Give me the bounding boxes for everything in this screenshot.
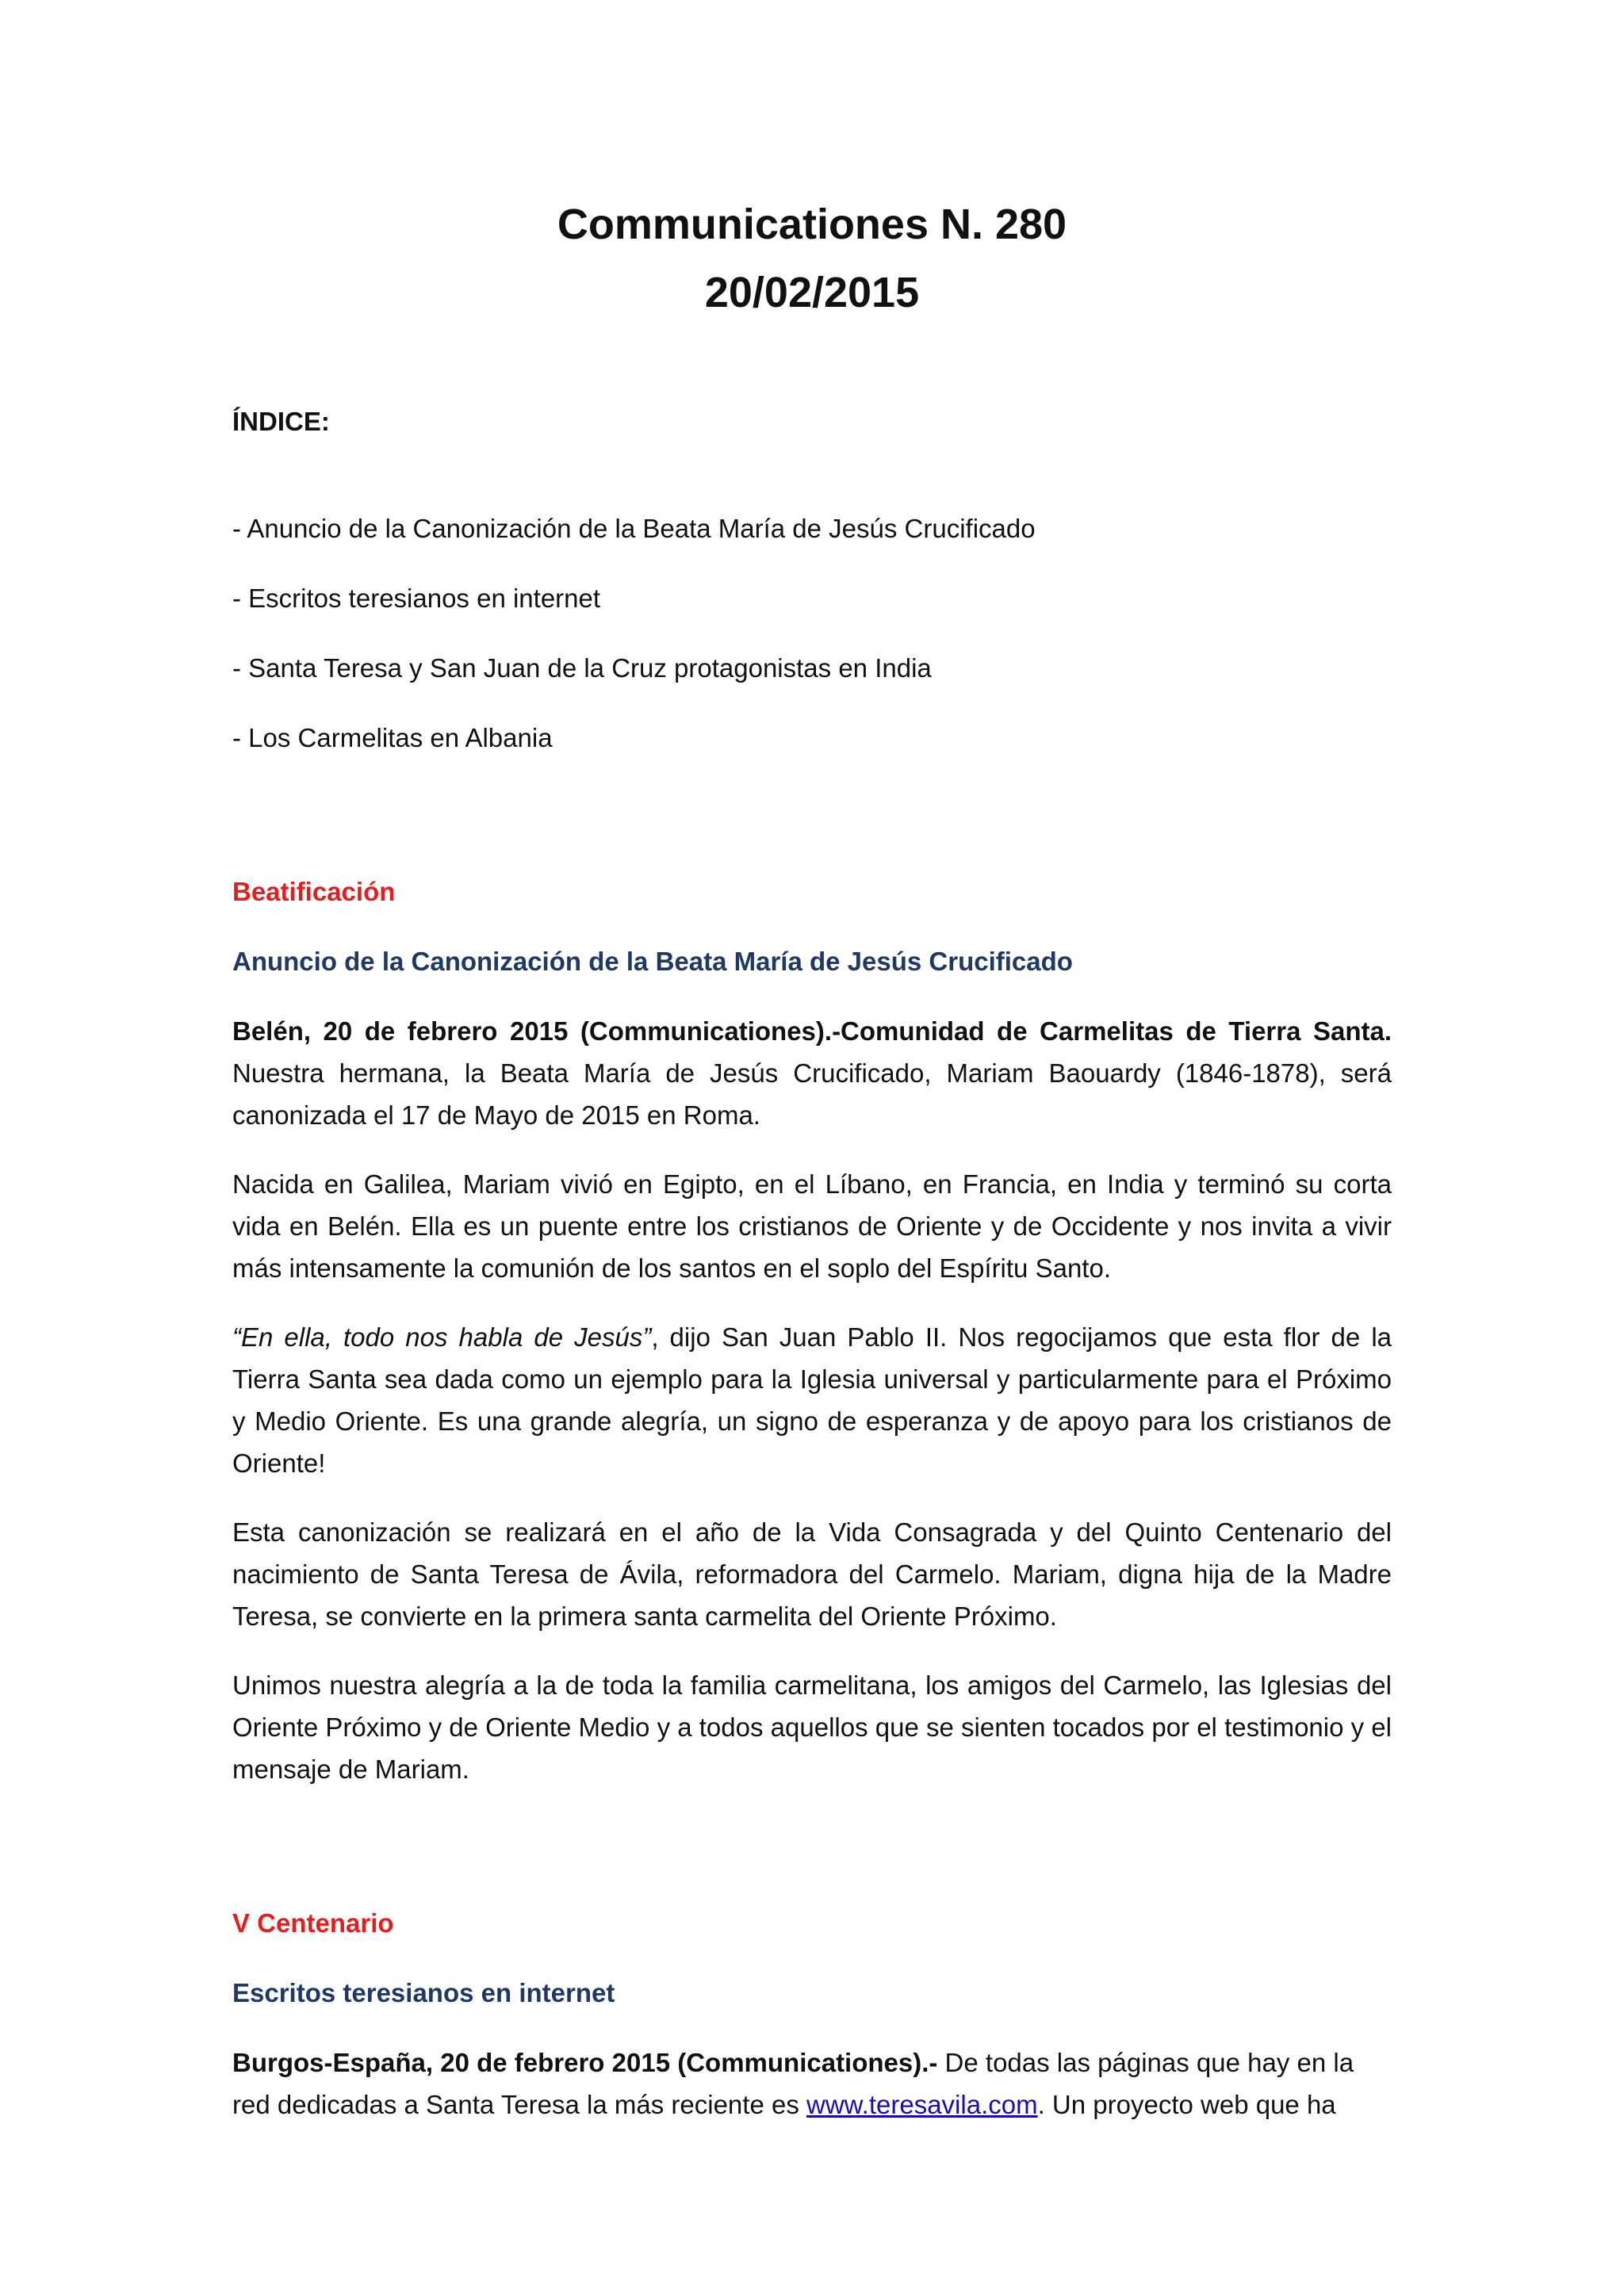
- index-item: - Los Carmelitas en Albania: [232, 723, 553, 752]
- document-title: [0, 190, 1624, 327]
- article1-paragraph-3: [232, 1316, 1392, 1484]
- document-body: [232, 400, 1392, 2152]
- article-title-escritos: Escritos teresianos en internet: [232, 1978, 615, 2007]
- section-label-v-centenario: V Centenario: [232, 1908, 394, 1938]
- index-item: - Santa Teresa y San Juan de la Cruz protagonistas en India: [232, 653, 932, 683]
- title-date: 20/02/2015: [704, 269, 920, 316]
- article1-dateline: Belén, 20 de febrero 2015 (Communicationes).-Comunidad de Carmelitas de Tierra Santa.: [232, 1016, 1392, 1046]
- article2-paragraph-1: [232, 2042, 1392, 2126]
- article2-dateline: Burgos-España, 20 de febrero 2015 (Communicationes).-: [232, 2048, 938, 2077]
- teresavila-link[interactable]: www.teresavila.com: [806, 2090, 1038, 2119]
- article1-paragraph-2: Nacida en Galilea, Mariam vivió en Egipto, en el Líbano, en Francia, en India y terminó su corta vida en Belén. Ella es un puente entre los cristianos de Oriente y de Occidente y nos invita a vivir más intensamente la comunión de los santos en el soplo del Espíritu Santo.: [232, 1169, 1392, 1283]
- article2-p1-text: De todas las páginas que hay en la red dedicadas a Santa Teresa la más reciente es: [232, 2048, 1354, 2119]
- article1-paragraph-1: [232, 1010, 1392, 1136]
- article1-quote: “En ella, todo nos habla de Jesús”: [232, 1322, 652, 1352]
- article1-p1-text: Nuestra hermana, la Beata María de Jesús Crucificado, Mariam Baouardy (1846-1878), será canonizada el 17 de Mayo de 2015 en Roma.: [232, 1058, 1392, 1130]
- title-issue-number: Communicationes N. 280: [557, 201, 1067, 248]
- index-list: [232, 507, 1392, 759]
- article2-p1-tail: . Un proyecto web que ha: [1037, 2090, 1336, 2119]
- index-item: - Anuncio de la Canonización de la Beata María de Jesús Crucificado: [232, 514, 1036, 543]
- article1-paragraph-5: Unimos nuestra alegría a la de toda la familia carmelitana, los amigos del Carmelo, las Iglesias del Oriente Próximo y de Oriente Medio y a todos aquellos que se sienten tocados por el testimonio y el mensaje de Mariam.: [232, 1670, 1392, 1784]
- article1-paragraph-4: Esta canonización se realizará en el año de la Vida Consagrada y del Quinto Centenario del nacimiento de Santa Teresa de Ávila, reformadora del Carmelo. Mariam, digna hija de la Madre Teresa, se convierte en la primera santa carmelita del Oriente Próximo.: [232, 1517, 1392, 1631]
- index-heading: ÍNDICE:: [232, 407, 330, 436]
- section-label-beatificacion: Beatificación: [232, 877, 396, 906]
- article-title-canonizacion: Anuncio de la Canonización de la Beata María de Jesús Crucificado: [232, 947, 1073, 976]
- index-item: - Escritos teresianos en internet: [232, 584, 601, 613]
- article1-p3-text: , dijo San Juan Pablo II. Nos regocijamos que esta flor de la Tierra Santa sea dada como un ejemplo para la Iglesia universal y particularmente para el Próximo y Medio Oriente. Es una grande alegría, un signo de esperanza y de apoyo para los cristianos de Oriente!: [232, 1322, 1392, 1478]
